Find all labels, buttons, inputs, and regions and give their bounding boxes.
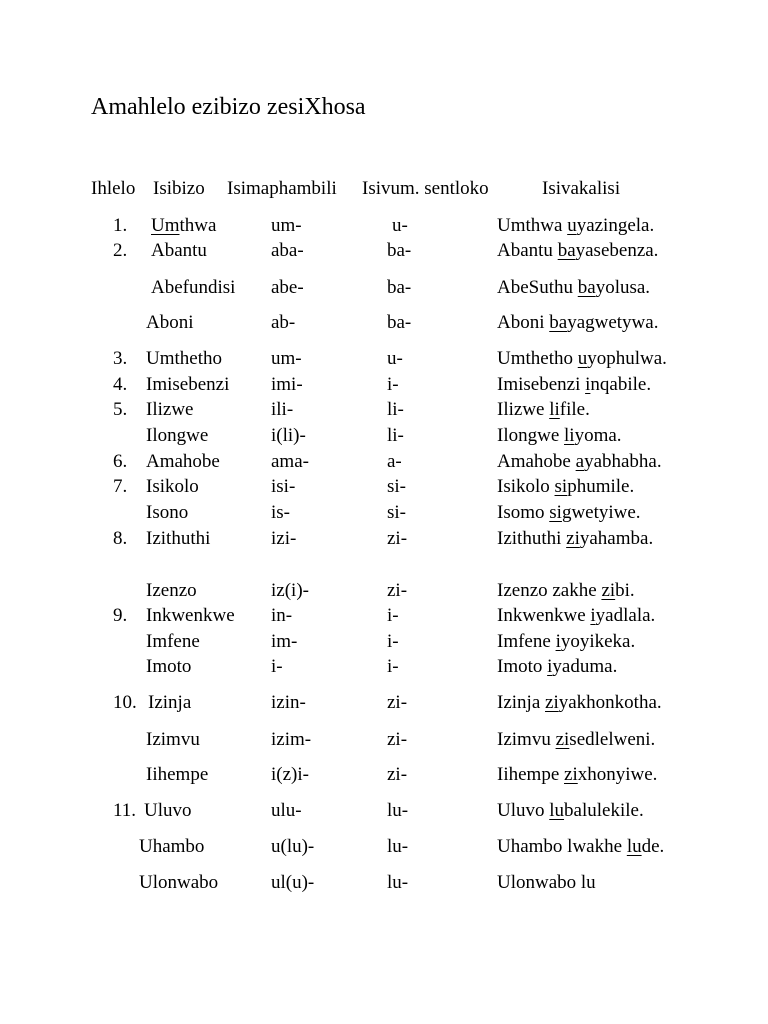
prefix-cell: izin- — [271, 692, 306, 713]
example-sentence: Abantu bayasebenza. — [497, 240, 659, 261]
prefix-cell: in- — [271, 605, 293, 626]
example-sentence: Izimvu zisedlelweni. — [497, 729, 656, 750]
concord-cell: li- — [387, 399, 404, 420]
prefix-cell: i- — [271, 656, 283, 677]
prefix-cell: is- — [271, 502, 290, 523]
concord-cell: zi- — [387, 692, 408, 713]
class-number: 6. — [113, 451, 128, 472]
concord-cell: zi- — [387, 580, 408, 601]
example-sentence: Iihempe zixhonyiwe. — [497, 764, 658, 785]
prefix-cell: abe- — [271, 277, 304, 298]
prefix-cell: izim- — [271, 729, 312, 750]
example-sentence: Isomo sigwetyiwe. — [497, 502, 641, 523]
class-number: 5. — [113, 399, 128, 420]
noun-cell: Izithuthi — [146, 528, 211, 549]
table-row — [0, 425, 768, 449]
table-row — [0, 800, 768, 824]
example-sentence: Imisebenzi inqabile. — [497, 374, 652, 395]
table-row — [0, 215, 768, 239]
example-sentence: Isikolo siphumile. — [497, 476, 635, 497]
table-row — [0, 240, 768, 264]
noun-cell: Abantu — [151, 240, 207, 261]
class-number: 2. — [113, 240, 128, 261]
noun-cell: Isikolo — [146, 476, 199, 497]
table-row — [0, 451, 768, 475]
noun-cell: Ulonwabo — [139, 872, 219, 893]
prefix-cell: izi- — [271, 528, 297, 549]
prefix-cell: ulu- — [271, 800, 302, 821]
prefix-cell: i(z)i- — [271, 764, 309, 785]
concord-cell: zi- — [387, 729, 408, 750]
example-sentence: Ilongwe liyoma. — [497, 425, 622, 446]
table-row — [0, 399, 768, 423]
class-number: 4. — [113, 374, 128, 395]
table-row — [0, 476, 768, 500]
table-row — [0, 872, 768, 896]
concord-cell: i- — [387, 631, 399, 652]
concord-cell: i- — [387, 374, 399, 395]
prefix-cell: imi- — [271, 374, 303, 395]
prefix-cell: um- — [271, 348, 302, 369]
example-sentence: Izinja ziyakhonkotha. — [497, 692, 662, 713]
table-row — [0, 605, 768, 629]
prefix-cell: um- — [271, 215, 302, 236]
concord-cell: u- — [387, 348, 403, 369]
noun-cell: Izimvu — [146, 729, 200, 750]
table-row — [0, 631, 768, 655]
prefix-cell: im- — [271, 631, 298, 652]
concord-cell: ba- — [387, 312, 412, 333]
class-number: 3. — [113, 348, 128, 369]
noun-cell: Imfene — [146, 631, 200, 652]
example-sentence: Uluvo lubalulekile. — [497, 800, 644, 821]
noun-cell: Umthetho — [146, 348, 222, 369]
table-row — [0, 528, 768, 552]
noun-cell: Izenzo — [146, 580, 197, 601]
class-number: 11. — [113, 800, 137, 821]
prefix-cell: isi- — [271, 476, 296, 497]
example-sentence: Amahobe ayabhabha. — [497, 451, 662, 472]
concord-cell: u- — [392, 215, 408, 236]
example-sentence: AbeSuthu bayolusa. — [497, 277, 651, 298]
class-number: 8. — [113, 528, 128, 549]
prefix-cell: iz(i)- — [271, 580, 309, 601]
example-sentence: Umthwa uyazingela. — [497, 215, 655, 236]
header-concord: Isivum. sentloko — [362, 178, 489, 199]
header-prefix: Isimaphambili — [227, 178, 337, 199]
class-number: 10. — [113, 692, 137, 713]
concord-cell: si- — [387, 476, 406, 497]
noun-cell: Uhambo — [139, 836, 205, 857]
noun-cell: Umthwa — [151, 215, 217, 236]
noun-cell: Izinja — [148, 692, 192, 713]
noun-cell: Abefundisi — [151, 277, 236, 298]
concord-cell: zi- — [387, 528, 408, 549]
concord-cell: ba- — [387, 277, 412, 298]
noun-cell: Ilizwe — [146, 399, 194, 420]
table-row — [0, 836, 768, 860]
example-sentence: Izithuthi ziyahamba. — [497, 528, 654, 549]
noun-cell: Isono — [146, 502, 189, 523]
concord-cell: ba- — [387, 240, 412, 261]
concord-cell: i- — [387, 605, 399, 626]
header-noun: Isibizo — [153, 178, 205, 199]
concord-cell: lu- — [387, 872, 409, 893]
prefix-cell: ul(u)- — [271, 872, 315, 893]
noun-cell: Imoto — [146, 656, 192, 677]
example-sentence: Ulonwabo lu — [497, 872, 596, 893]
table-row — [0, 692, 768, 716]
example-sentence: Uhambo lwakhe lude. — [497, 836, 665, 857]
example-sentence: Izenzo zakhe zibi. — [497, 580, 635, 601]
concord-cell: lu- — [387, 800, 409, 821]
table-row — [0, 729, 768, 753]
concord-cell: si- — [387, 502, 406, 523]
table-row — [0, 277, 768, 301]
concord-cell: lu- — [387, 836, 409, 857]
noun-cell: Iihempe — [146, 764, 209, 785]
concord-cell: i- — [387, 656, 399, 677]
noun-cell: Uluvo — [144, 800, 192, 821]
concord-cell: li- — [387, 425, 404, 446]
noun-cell: Aboni — [146, 312, 194, 333]
class-number: 1. — [113, 215, 128, 236]
noun-cell: Ilongwe — [146, 425, 209, 446]
example-sentence: Aboni bayagwetywa. — [497, 312, 659, 333]
prefix-cell: u(lu)- — [271, 836, 315, 857]
noun-cell: Inkwenkwe — [146, 605, 235, 626]
prefix-cell: ama- — [271, 451, 309, 472]
header-example: Isivakalisi — [542, 178, 621, 199]
table-row — [0, 502, 768, 526]
table-row — [0, 580, 768, 604]
table-row — [0, 374, 768, 398]
example-sentence: Imoto iyaduma. — [497, 656, 618, 677]
class-number: 7. — [113, 476, 128, 497]
example-sentence: Ilizwe lifile. — [497, 399, 590, 420]
page-title: Amahlelo ezibizo zesiXhosa — [91, 94, 366, 120]
example-sentence: Inkwenkwe iyadlala. — [497, 605, 656, 626]
prefix-cell: aba- — [271, 240, 304, 261]
header-class: Ihlelo — [91, 178, 136, 199]
prefix-cell: i(li)- — [271, 425, 306, 446]
example-sentence: Umthetho uyophulwa. — [497, 348, 667, 369]
prefix-cell: ili- — [271, 399, 294, 420]
table-row — [0, 656, 768, 680]
class-number: 9. — [113, 605, 128, 626]
example-sentence: Imfene iyoyikeka. — [497, 631, 636, 652]
table-row — [0, 348, 768, 372]
table-row — [0, 764, 768, 788]
noun-cell: Imisebenzi — [146, 374, 230, 395]
noun-cell: Amahobe — [146, 451, 220, 472]
prefix-cell: ab- — [271, 312, 296, 333]
concord-cell: a- — [387, 451, 402, 472]
table-row — [0, 312, 768, 336]
concord-cell: zi- — [387, 764, 408, 785]
